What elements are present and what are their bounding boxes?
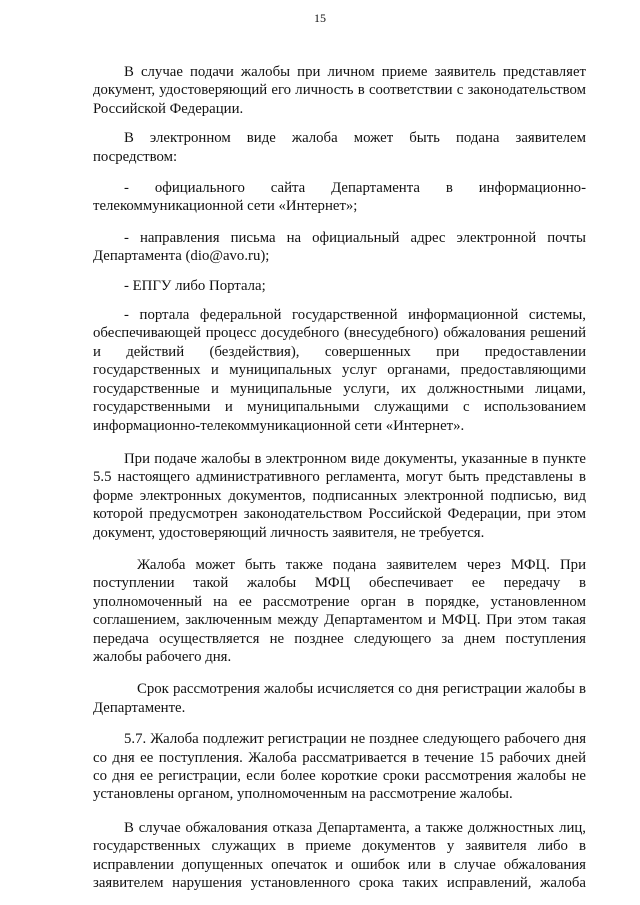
paragraph: Жалоба может быть также подана заявителем через МФЦ. При поступлении такой жалобы МФЦ обеспечивает ее передачу в уполномоченный на ее рассмотрение орган в порядке, установленном соглашением, заключенным между Департаментом и МФЦ. При этом такая передача осуществляется не позднее следующего за днем поступления жалобы рабочего дня. — [93, 556, 586, 665]
paragraph: 5.7. Жалоба подлежит регистрации не позднее следующего рабочего дня со дня ее поступления. Жалоба рассматривается в течение 15 рабочих дней со дня ее регистрации, если более короткие сроки рассмотрения жалобы не установлены органом, уполномоченным на рассмотрение жалобы. — [93, 731, 586, 803]
paragraph: - портала федеральной государственной информационной системы, обеспечивающей процесс досудебного (внесудебного) обжалования решений и действий (бездействия), совершенных при предоставлении государственных и муниципальных услуг органами, предоставляющими государственные и муниципальные услуги, их должностными лицами, государственными и муниципальными служащими с использованием информационно-телекоммуникационной сети «Интернет». — [93, 307, 586, 434]
paragraph: - официального сайта Департамента в информационно-телекоммуникационной сети «Интернет»; — [93, 180, 586, 215]
paragraph: При подаче жалобы в электронном виде документы, указанные в пункте 5.5 настоящего административного регламента, могут быть представлены в форме электронных документов, подписанных электронной подписью, вид которой предусмотрен законодательством Российской Федерации, при этом документ, удостоверяющий личность заявителя, не требуется. — [93, 450, 586, 541]
paragraph: В случае обжалования отказа Департамента, а также должностных лиц, государственных служащих в приеме документов у заявителя либо в исправлении допущенных опечаток и ошибок или в случае обжалования заявителем нарушения установленного срока таких исправлений, жалоба — [93, 819, 586, 892]
paragraph: Срок рассмотрения жалобы исчисляется со дня регистрации жалобы в Департаменте. — [93, 681, 586, 716]
paragraph: - направления письма на официальный адрес электронной почты Департамента (dio@avo.ru); — [93, 229, 586, 265]
paragraph: В случае подачи жалобы при личном приеме заявитель представляет документ, удостоверяющий его личность в соответствии с законодательством Российской Федерации. — [93, 64, 586, 117]
paragraph: В электронном виде жалоба может быть подана заявителем посредством: — [93, 130, 586, 165]
document-body — [93, 63, 586, 892]
paragraph: - ЕПГУ либо Портала; — [124, 277, 266, 294]
page-number: 15 — [314, 11, 326, 25]
